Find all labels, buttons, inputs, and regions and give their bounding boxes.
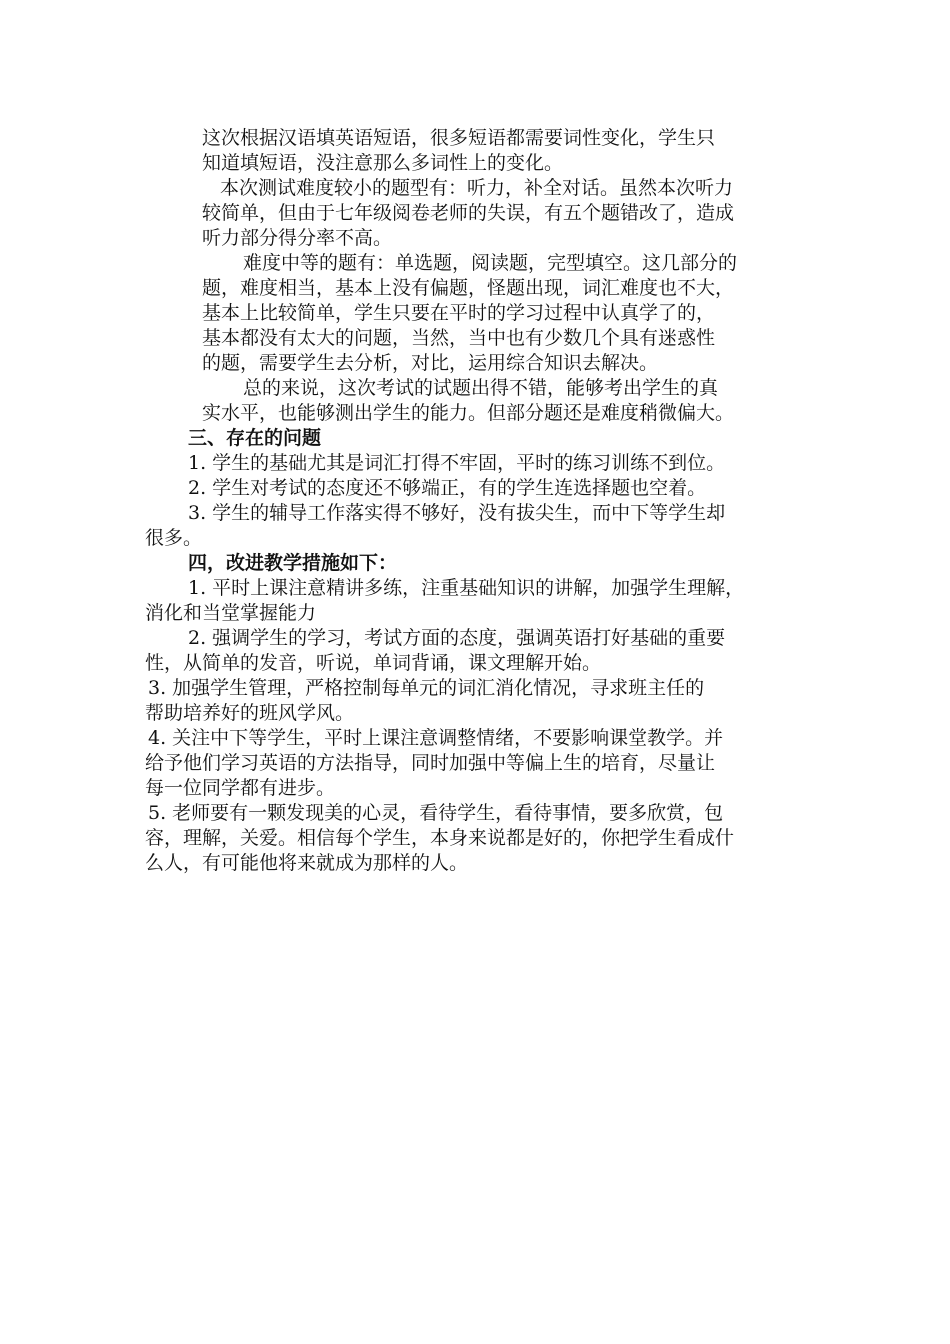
section-heading-measures: 四，改进教学措施如下： [188, 552, 398, 574]
text-line: 容，理解，关爱。相信每个学生，本身来说都是好的，你把学生看成什 [145, 827, 735, 849]
list-item: 2. 强调学生的学习，考试方面的态度，强调英语打好基础的重要 [188, 627, 726, 649]
text-line: 实水平，也能够测出学生的能力。但部分题还是难度稍微偏大。 [202, 402, 735, 424]
list-item: 2. 学生对考试的态度还不够端正，有的学生连选择题也空着。 [188, 477, 707, 499]
text-line: 的题，需要学生去分析，对比，运用综合知识去解决。 [202, 352, 659, 374]
text-line: 总的来说，这次考试的试题出得不错，能够考出学生的真 [243, 377, 719, 399]
text-line: 么人，有可能他将来就成为那样的人。 [145, 852, 469, 874]
text-line: 性，从简单的发音，听说，单词背诵，课文理解开始。 [145, 652, 602, 674]
text-line: 帮助培养好的班风学风。 [145, 702, 355, 724]
list-item: 1. 学生的基础尤其是词汇打得不牢固，平时的练习训练不到位。 [188, 452, 726, 474]
text-line: 基本都没有太大的问题，当然，当中也有少数几个具有迷惑性 [202, 327, 716, 349]
text-line: 消化和当堂掌握能力 [145, 602, 317, 624]
text-line: 题，难度相当，基本上没有偏题，怪题出现，词汇难度也不大， [202, 277, 735, 299]
text-line: 知道填短语，没注意那么多词性上的变化。 [202, 152, 564, 174]
list-item: 3. 学生的辅导工作落实得不够好，没有拔尖生，而中下等学生却 [188, 502, 726, 524]
text-line: 较简单，但由于七年级阅卷老师的失误，有五个题错改了，造成 [202, 202, 735, 224]
text-line: 这次根据汉语填英语短语，很多短语都需要词性变化，学生只 [202, 127, 716, 149]
section-heading-problems: 三、存在的问题 [188, 427, 322, 449]
text-line: 难度中等的题有：单选题，阅读题，完型填空。这几部分的 [243, 252, 738, 274]
list-item: 4. 关注中下等学生，平时上课注意调整情绪，不要影响课堂教学。并 [148, 727, 724, 749]
text-line: 听力部分得分率不高。 [202, 227, 393, 249]
list-item: 5. 老师要有一颗发现美的心灵，看待学生，看待事情，要多欣赏，包 [148, 802, 724, 824]
text-line: 给予他们学习英语的方法指导，同时加强中等偏上生的培育，尽量让 [145, 752, 716, 774]
text-line: 基本上比较简单，学生只要在平时的学习过程中认真学了的， [202, 302, 716, 324]
text-line: 每一位同学都有进步。 [145, 777, 336, 799]
text-line: 本次测试难度较小的题型有：听力，补全对话。虽然本次听力 [220, 177, 734, 199]
list-item: 3. 加强学生管理，严格控制每单元的词汇消化情况，寻求班主任的 [148, 677, 705, 699]
list-item: 1. 平时上课注意精讲多练，注重基础知识的讲解，加强学生理解， [188, 577, 745, 599]
text-line: 很多。 [145, 527, 203, 549]
